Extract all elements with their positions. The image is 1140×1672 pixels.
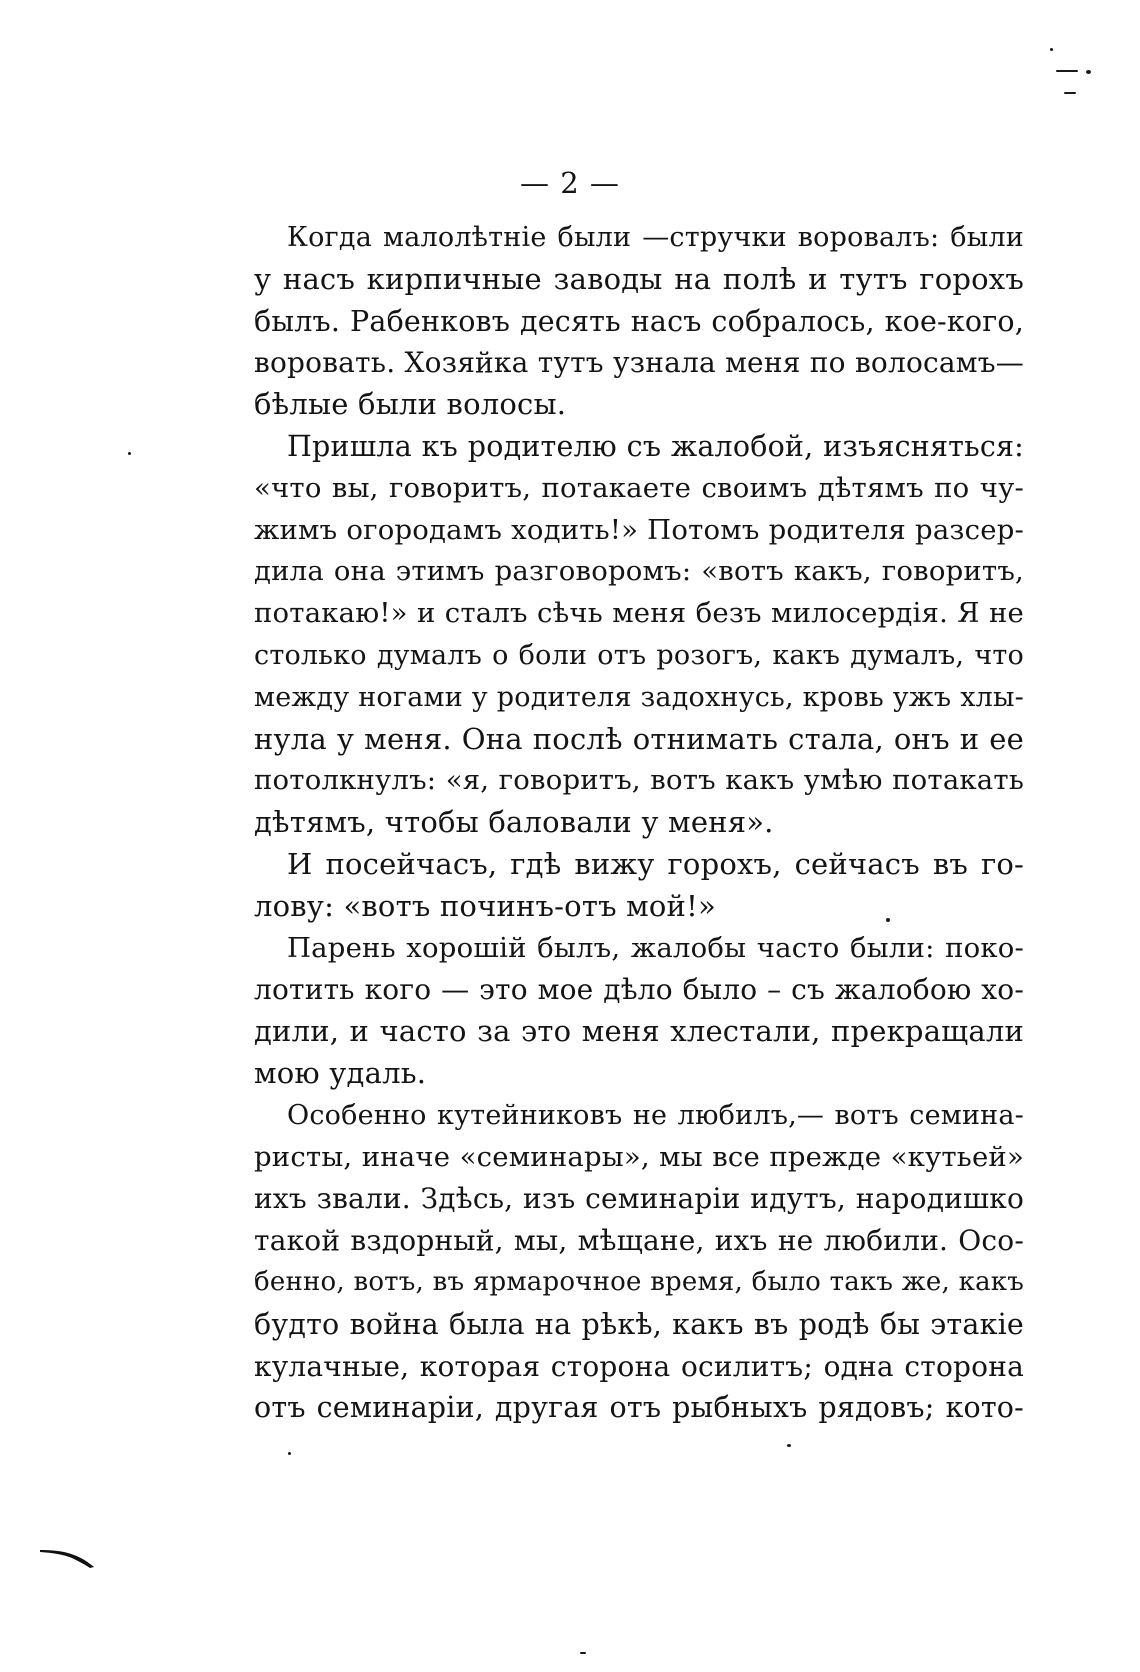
text-line: былъ. Рабенковъ десять насъ собралось, кое-кого, [254,304,1024,338]
text-line: дѣтямъ, чтобы баловали у меня». [254,805,774,840]
text-line: бѣлые были волосы. [254,387,567,422]
text-line: столько думалъ о боли отъ розогъ, какъ думалъ, что [254,639,1024,671]
scan-speck [1086,70,1091,74]
text-line: Особенно кутейниковъ не любилъ,— вотъ семина- [287,1099,1024,1131]
text-line: между ногами у родителя задохнусь, кровь ужъ хлы- [254,681,1024,713]
text-line: ристы, иначе «семинары», мы все прежде «кутьей» [254,1140,1024,1173]
text-line: кулачные, которая сторона осилитъ; одна сторона [254,1349,1024,1383]
page-number: — 2 — [520,166,620,200]
scan-speck [787,1444,791,1447]
scan-speck [580,1652,586,1654]
scan-speck [1056,70,1078,72]
paragraph-1 [254,217,1024,426]
text-line: потакаю!» и сталъ сѣчь меня безъ милосердія. Я не [254,597,1024,630]
paragraph-3 [254,844,1024,928]
scan-speck [886,918,890,922]
paragraph-4 [254,928,1024,1095]
text-line: дили, и часто за это меня хлестали, прекращали [254,1014,1024,1049]
text-line: И посейчасъ, гдѣ вижу горохъ, сейчасъ въ го- [287,846,1024,881]
text-line: Пришла къ родителю съ жалобой, изъясняться: [287,429,1024,463]
text-line: отъ семинаріи, другая отъ рыбныхъ рядовъ; кото- [254,1391,1024,1425]
text-line: ихъ звали. Здѣсь, изъ семинаріи идутъ, народишко [254,1182,1024,1216]
text-line: нула у меня. Она послѣ отнимать стала, онъ и ее [254,721,1024,756]
text-line: «что вы, говоритъ, потакаете своимъ дѣтямъ по чу- [254,471,1024,504]
text-line: будто война была на рѣкѣ, какъ въ родѣ бы этакіе [254,1307,1024,1341]
text-line: мою удаль. [254,1055,427,1090]
scan-speck [1064,92,1076,94]
text-line: такой вздорный, мы, мѣщане, ихъ не любили. Осо- [254,1224,1024,1258]
text-line: воровать. Хозяйка тутъ узнала меня по волосамъ— [254,346,1024,380]
scan-speck [288,1452,291,1455]
text-line: дила она этимъ разговоромъ: «вотъ какъ, говоритъ, [254,555,1024,588]
text-line: потолкнулъ: «я, говоритъ, вотъ какъ умѣю потакать [254,764,1024,797]
text-line: лову: «вотъ починъ-отъ мой!» [254,888,716,923]
scan-speck [128,452,131,455]
text-body [254,217,1024,1429]
text-line: Парень хорошій былъ, жалобы часто были: поко- [287,931,1024,964]
text-line: бенно, вотъ, въ ярмарочное время, было такъ же, какъ [254,1266,1024,1297]
scan-speck [1050,48,1053,51]
paragraph-2 [254,426,1024,844]
scan-scratch-mark [38,1545,98,1569]
text-line: лотить кого — это мое дѣло было – съ жалобою хо- [254,973,1024,1007]
text-line: у насъ кирпичные заводы на полѣ и тутъ горохъ [254,261,1024,296]
paragraph-5 [254,1095,1024,1429]
text-line: жимъ огородамъ ходить!» Потомъ родителя разсер- [254,513,1024,546]
text-line: Когда малолѣтніе были —стручки воровалъ: были [287,222,1024,253]
